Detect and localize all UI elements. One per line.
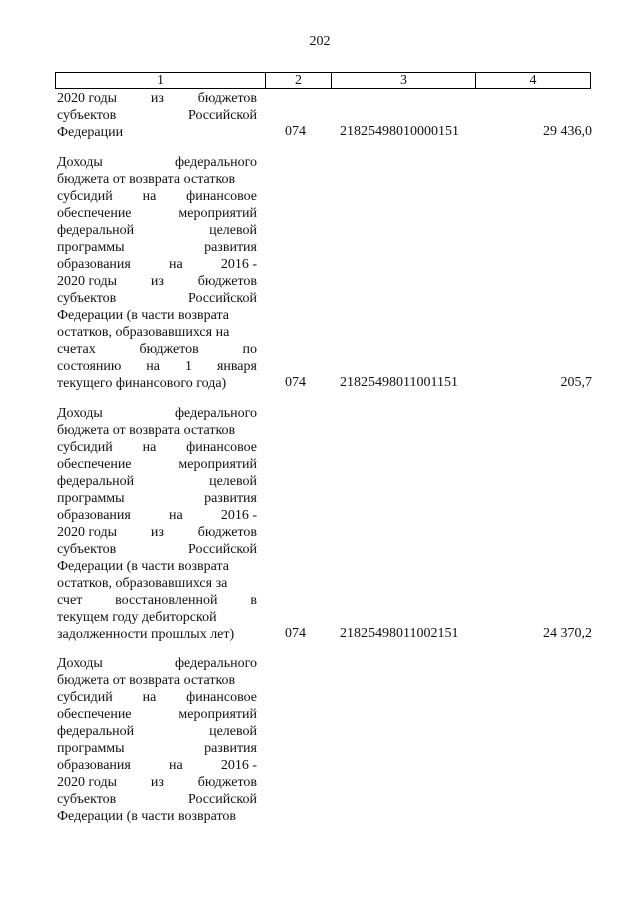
row-amount: 205,7 xyxy=(560,375,592,390)
description-word: на xyxy=(168,508,183,523)
description-word: Доходы xyxy=(57,406,103,421)
description-line xyxy=(57,273,257,290)
description-word: программы xyxy=(57,741,125,756)
description-word: бюджета от возврата остатков xyxy=(57,172,236,187)
description-word: федерального xyxy=(174,406,257,421)
description-line xyxy=(57,672,257,689)
row-description xyxy=(57,655,257,825)
description-word: обеспечение xyxy=(57,707,132,722)
description-word: бюджетов xyxy=(197,91,257,106)
description-line xyxy=(57,358,257,375)
description-line xyxy=(57,541,257,558)
description-word: бюджетов xyxy=(197,525,257,540)
description-word: остатков, образовавшихся на xyxy=(57,325,230,340)
description-word: федеральной xyxy=(57,474,135,489)
header-col-2: 2 xyxy=(265,73,331,88)
header-col-1: 1 xyxy=(157,73,164,88)
description-line xyxy=(57,307,257,324)
description-word: состоянию xyxy=(57,359,122,374)
table-header-row xyxy=(55,72,591,89)
description-word: Российской xyxy=(188,291,257,306)
description-word: остатков, образовавшихся за xyxy=(57,576,228,591)
row-code: 074 xyxy=(285,626,306,641)
description-word: счетах xyxy=(57,342,96,357)
description-word: субъектов xyxy=(57,108,117,123)
description-word: мероприятий xyxy=(178,206,257,221)
description-line xyxy=(57,124,257,141)
description-word: развития xyxy=(204,741,257,756)
description-line xyxy=(57,188,257,205)
description-word: Российской xyxy=(188,108,257,123)
description-word: задолженности прошлых лет) xyxy=(57,627,235,642)
description-word: Федерации (в части возврата xyxy=(57,308,229,323)
description-line xyxy=(57,473,257,490)
description-word: Федерации xyxy=(57,125,124,140)
description-word: образования xyxy=(57,257,131,272)
description-word: 2020 годы xyxy=(57,91,118,106)
description-line xyxy=(57,490,257,507)
description-line xyxy=(57,239,257,256)
description-line xyxy=(57,774,257,791)
description-word: Доходы xyxy=(57,155,103,170)
description-word: целевой xyxy=(209,474,257,489)
row-amount: 29 436,0 xyxy=(543,124,592,139)
description-word: 2016 - xyxy=(220,508,257,523)
description-line xyxy=(57,558,257,575)
description-word: января xyxy=(216,359,257,374)
page-number: 202 xyxy=(309,34,331,49)
description-word: из xyxy=(150,274,164,289)
description-word: Федерации (в части возврата xyxy=(57,559,229,574)
description-line xyxy=(57,341,257,358)
header-col-3: 3 xyxy=(331,73,475,88)
description-word: 2020 годы xyxy=(57,274,118,289)
description-word: из xyxy=(150,91,164,106)
description-word: развития xyxy=(204,240,257,255)
header-col-4: 4 xyxy=(475,73,590,88)
description-word: бюджетов xyxy=(139,342,199,357)
row-kbk: 21825498011001151 xyxy=(340,375,458,390)
description-line xyxy=(57,439,257,456)
description-word: 2016 - xyxy=(220,758,257,773)
description-word: обеспечение xyxy=(57,457,132,472)
description-word: обеспечение xyxy=(57,206,132,221)
description-word: программы xyxy=(57,240,125,255)
description-word: бюджетов xyxy=(197,775,257,790)
description-word: восстановленной xyxy=(115,593,218,608)
description-word: 2020 годы xyxy=(57,775,118,790)
description-word: 2020 годы xyxy=(57,525,118,540)
description-word: субсидий xyxy=(57,690,113,705)
description-line xyxy=(57,723,257,740)
description-line xyxy=(57,740,257,757)
description-word: финансовое xyxy=(186,189,257,204)
row-code: 074 xyxy=(285,375,306,390)
description-word: на xyxy=(142,690,157,705)
description-line xyxy=(57,154,257,171)
description-word: бюджета от возврата остатков xyxy=(57,423,236,438)
description-line xyxy=(57,626,257,643)
description-word: бюджета от возврата остатков xyxy=(57,673,236,688)
description-line xyxy=(57,808,257,825)
description-word: счет xyxy=(57,593,83,608)
description-word: на xyxy=(142,189,157,204)
description-word: программы xyxy=(57,491,125,506)
description-line xyxy=(57,205,257,222)
description-word: федерального xyxy=(174,155,257,170)
description-line xyxy=(57,222,257,239)
row-description xyxy=(57,154,257,392)
description-word: субсидий xyxy=(57,189,113,204)
description-word: субъектов xyxy=(57,291,117,306)
description-word: субъектов xyxy=(57,792,117,807)
description-word: Доходы xyxy=(57,656,103,671)
description-word: образования xyxy=(57,758,131,773)
description-word: Российской xyxy=(188,792,257,807)
description-line xyxy=(57,706,257,723)
description-word: субсидий xyxy=(57,440,113,455)
description-line xyxy=(57,107,257,124)
description-line xyxy=(57,375,257,392)
description-word: на xyxy=(168,257,183,272)
row-amount: 24 370,2 xyxy=(543,626,592,641)
description-line xyxy=(57,791,257,808)
row-kbk: 21825498011002151 xyxy=(340,626,459,641)
description-line xyxy=(57,456,257,473)
row-description xyxy=(57,90,257,141)
description-word: финансовое xyxy=(186,690,257,705)
description-word: целевой xyxy=(209,223,257,238)
description-word: образования xyxy=(57,508,131,523)
description-word: текущего финансового года) xyxy=(57,376,227,391)
description-word: текущем году дебиторской xyxy=(57,610,217,625)
description-word: 2016 - xyxy=(220,257,257,272)
description-word: федеральной xyxy=(57,223,135,238)
description-word: развития xyxy=(204,491,257,506)
description-word: 1 xyxy=(184,359,192,374)
description-word: субъектов xyxy=(57,542,117,557)
description-word: по xyxy=(242,342,257,357)
description-line xyxy=(57,689,257,706)
description-line xyxy=(57,324,257,341)
description-line xyxy=(57,575,257,592)
description-line xyxy=(57,290,257,307)
description-line xyxy=(57,609,257,626)
description-word: федерального xyxy=(174,656,257,671)
description-word: на xyxy=(146,359,161,374)
description-line xyxy=(57,757,257,774)
description-word: мероприятий xyxy=(178,707,257,722)
description-line xyxy=(57,655,257,672)
description-word: целевой xyxy=(209,724,257,739)
description-line xyxy=(57,405,257,422)
description-line xyxy=(57,524,257,541)
description-word: бюджетов xyxy=(197,274,257,289)
row-description xyxy=(57,405,257,643)
description-word: мероприятий xyxy=(178,457,257,472)
description-word: финансовое xyxy=(186,440,257,455)
description-line xyxy=(57,422,257,439)
description-word: из xyxy=(150,775,164,790)
row-kbk: 21825498010000151 xyxy=(340,124,459,139)
row-code: 074 xyxy=(285,124,306,139)
description-line xyxy=(57,90,257,107)
description-line xyxy=(57,256,257,273)
description-word: в xyxy=(250,593,257,608)
description-word: федеральной xyxy=(57,724,135,739)
description-word: из xyxy=(150,525,164,540)
description-line xyxy=(57,171,257,188)
description-word: на xyxy=(168,758,183,773)
description-word: на xyxy=(142,440,157,455)
description-word: Российской xyxy=(188,542,257,557)
description-line xyxy=(57,592,257,609)
description-line xyxy=(57,507,257,524)
description-word: Федерации (в части возвратов xyxy=(57,809,237,824)
